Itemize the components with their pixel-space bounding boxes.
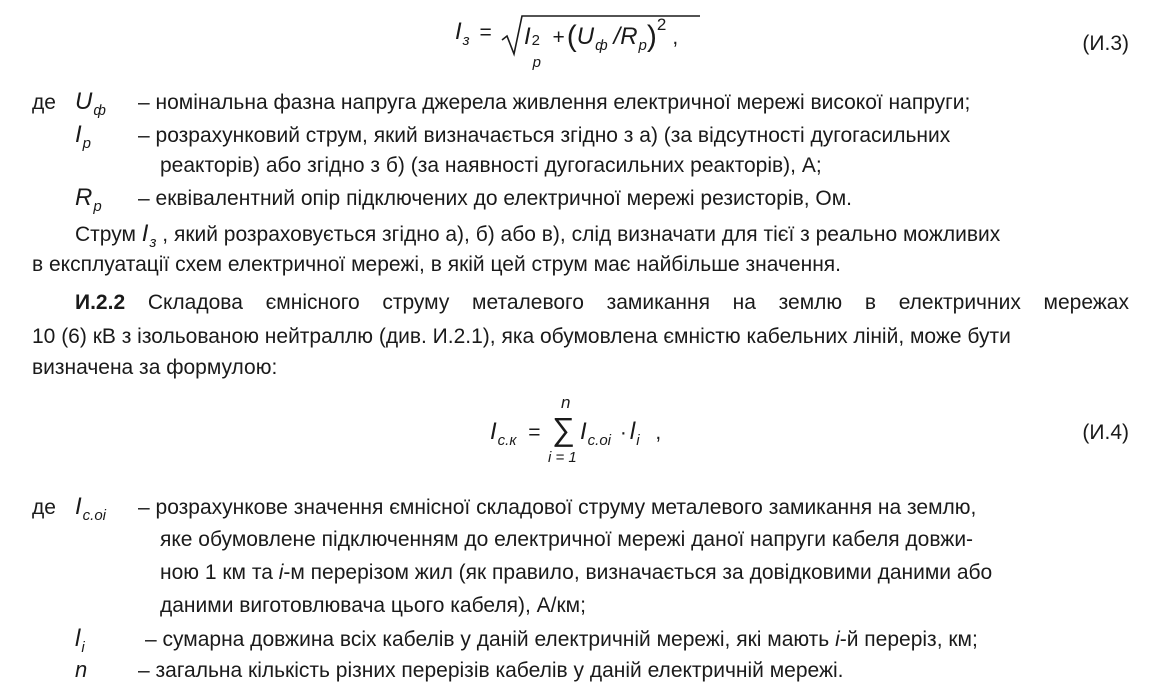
defs1-sym-ip-sub: р: [82, 135, 92, 152]
para1-rest: , який розраховується згідно а), б) або в), слід визначати для тієї з реально можливих: [162, 223, 1001, 246]
eq3-trail: ,: [672, 26, 679, 49]
defs2-li-post: -й переріз, км;: [839, 628, 978, 651]
eq3-r-sub: р: [638, 37, 647, 54]
eq3-u: U: [576, 23, 595, 50]
defs2-sym-n-main: n: [75, 657, 88, 682]
defs1-text-ip: – розрахунковий струм, який визначається згідно з а) (за відсутності дугогасильних: [138, 124, 951, 147]
defs2-ico-line1: – розрахункове значення ємнісної складової струму металевого замикання на землю,: [138, 496, 977, 519]
defs2-sym-li: [75, 625, 85, 656]
eq4-trail: ,: [655, 421, 662, 444]
eq3-equals: =: [479, 21, 492, 44]
sum-sign-icon: ∑: [552, 411, 575, 447]
defs1-sym-u-main: U: [75, 88, 93, 115]
eq4-l-sub: i: [636, 432, 640, 449]
eq4-lhs-sub: с.к: [497, 432, 517, 449]
para1-sym: I: [141, 220, 149, 247]
eq3-ip-sub: р: [532, 54, 542, 71]
defs1-sym-u-sub: ф: [93, 102, 106, 119]
defs2-sym-ico-sub: с.oi: [82, 507, 107, 524]
eq4-lhs-main: I: [490, 418, 497, 445]
defs2-sym-n: [75, 657, 87, 683]
eq4-dot: ·: [619, 421, 627, 444]
defs1-sym-rp-sub: р: [93, 198, 102, 215]
defs2-ico-line3-pre: ною 1 км та: [160, 561, 273, 584]
eq3-u-sub: ф: [595, 37, 608, 54]
eq3-number: (И.3): [1082, 32, 1129, 55]
eq4-term-main: I: [580, 418, 587, 445]
eq4-term: [580, 418, 662, 449]
eq3-formula: [455, 18, 496, 49]
eq4-number: (И.4): [1082, 421, 1129, 444]
defs2-ico-line3: [160, 561, 992, 585]
defs1-sym-ip-main: I: [75, 121, 82, 148]
eq4-sum-bottom: i = 1: [548, 449, 577, 466]
para1-pre: Струм: [75, 223, 136, 246]
eq3-plus: +: [552, 26, 565, 49]
defs1-text-u: – номінальна фазна напруга джерела живлення електричної мережі високої напруги;: [138, 91, 971, 114]
eq4-equals: =: [528, 421, 541, 444]
defs2-li-i: i: [835, 628, 840, 651]
defs2-sym-ico: [75, 493, 107, 524]
defs2-ico-line4: даними виготовлювача цього кабеля), А/км;: [160, 594, 586, 617]
eq3-ip-sup: 2: [531, 32, 541, 49]
defs2-sym-ico-main: I: [75, 493, 82, 520]
para1-line1: [75, 220, 1001, 251]
eq3-lhs: I: [455, 18, 462, 45]
eq3-radicand: I 2 р $+(U_ф$ $/R_р)^2$,: [524, 15, 679, 71]
defs1-where: де: [32, 91, 56, 114]
defs2-ico-line3-rest: -м перерізом жил (як правило, визначається за довідковими даними або: [283, 561, 993, 584]
defs2-li-text: [145, 628, 978, 652]
eq4-lhs: [490, 418, 541, 449]
eq4-term-sub: с.oi: [587, 432, 612, 449]
defs1-text-ip-cont: реакторів) або згідно з б) (за наявності дугогасильних реакторів), А;: [160, 154, 822, 177]
defs2-sym-li-main: l: [75, 625, 81, 652]
eq3-slash: /: [613, 23, 621, 50]
defs1-sym-rp: [75, 184, 102, 215]
eq3-lhs-sub: з: [462, 32, 470, 49]
defs2-n-text: – загальна кількість різних перерізів кабелів у даній електричній мережі.: [138, 659, 844, 682]
defs2-li-pre: – сумарна довжина всіх кабелів у даній електричній мережі, які мають: [145, 628, 830, 651]
eq3-r: R: [620, 23, 638, 50]
section-line1-text: Складова ємнісного струму металевого замикання на землю в електричних мережах: [147, 291, 1129, 314]
defs1-sym-ip: [75, 121, 92, 152]
section-line2: 10 (6) кВ з ізольованою нейтраллю (див. И.2.1), яка обумовлена ємністю кабельних ліній, може бути: [32, 325, 1011, 348]
eq3-power: 2: [656, 15, 667, 34]
eq4-l: l: [629, 418, 636, 445]
defs1-sym-u: [75, 88, 106, 119]
defs2-ico-line2: яке обумовлене підключенням до електричної мережі даної напруги кабеля довжи-: [160, 528, 974, 551]
eq4-sum-top: n: [561, 393, 571, 412]
section-line3: визначена за формулою:: [32, 356, 278, 379]
defs2-ico-line3-i: i: [278, 561, 284, 584]
defs2-sym-li-sub: i: [81, 639, 85, 656]
eq3-ip: I: [524, 23, 531, 50]
section-number: И.2.2: [75, 291, 126, 314]
defs1-sym-rp-main: R: [75, 184, 93, 211]
para1-line2: в експлуатації схем електричної мережі, в якій цей струм має найбільше значення.: [32, 253, 842, 276]
defs1-text-rp: – еквівалентний опір підключених до електричної мережі резисторів, Ом.: [138, 187, 853, 210]
defs2-where: де: [32, 496, 56, 519]
para1-sub: з: [149, 234, 157, 251]
section-line1: [75, 291, 1129, 315]
